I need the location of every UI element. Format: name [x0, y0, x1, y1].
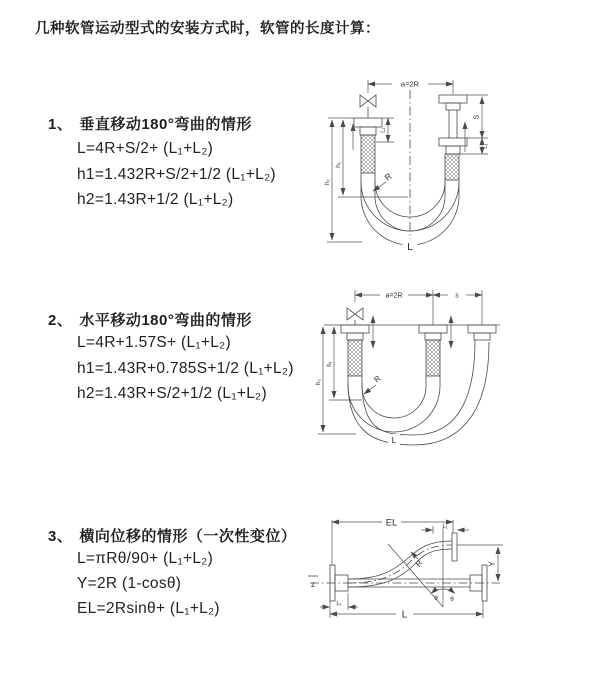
dim-label-l1-right: L₁	[483, 143, 489, 149]
section-1-formula-h2: h2=1.43R+1/2 (L₁+L₂)	[77, 191, 234, 208]
dim-fitting-top	[421, 524, 469, 534]
dim-label-el: EL	[385, 517, 398, 529]
dim-fitting-left	[376, 118, 394, 142]
dim-hose-length	[330, 601, 483, 621]
axis-mark	[308, 576, 318, 589]
dim-offset-y	[457, 545, 503, 581]
dim-label-h1: h₁	[327, 361, 333, 367]
dim-label-l1-top: L₁	[442, 524, 448, 530]
dim-bend-radius	[373, 171, 394, 191]
right-fitting-flange	[439, 95, 467, 180]
dim-label-l: L	[391, 435, 397, 445]
page-title: 几种软管运动型式的安装方式时，软管的长度计算：	[35, 21, 380, 37]
braided-hose-middle	[426, 340, 440, 376]
angle-label-1: θ	[434, 595, 438, 602]
section-3-heading	[48, 525, 296, 546]
braided-hose-right	[445, 154, 459, 180]
hose-u-bends	[348, 340, 489, 445]
section-1-formula-h1: h1=1.432R+S/2+1/2 (L₁+L₂)	[77, 166, 276, 183]
section-1-heading	[48, 113, 252, 134]
angle-label-2: θ	[450, 596, 454, 603]
dim-label-l: L	[407, 241, 413, 253]
braided-hose-left	[361, 135, 375, 173]
diagram-horizontal-bend	[310, 282, 600, 470]
dim-label-s: s	[455, 292, 459, 300]
dim-label-s: S	[473, 114, 481, 120]
dim-label-h1: h₁	[335, 162, 342, 168]
section-2-formula-h2: h2=1.43R+S/2+1/2 (L₁+L₂)	[77, 385, 267, 402]
dim-hose-length	[403, 239, 417, 253]
section-3-number: 3、	[48, 528, 73, 545]
left-fitting-flange	[341, 325, 369, 376]
dim-label-l1-left: L₁	[380, 127, 387, 133]
dim-label-a2r: a=2R	[400, 79, 420, 89]
middle-fitting-flange	[419, 325, 447, 376]
right-flange-displaced	[452, 533, 457, 561]
section-2-formula-h1: h1=1.43R+0.785S+1/2 (L₁+L₂)	[77, 360, 294, 377]
dim-label-l: L	[401, 609, 408, 621]
right-fitting-flange	[468, 325, 496, 340]
section-2-formula-l: L=4R+1.57S+ (L₁+L₂)	[77, 334, 231, 351]
dim-hose-length	[388, 434, 400, 445]
section-2-title: 水平移动180°弯曲的情形	[79, 312, 252, 329]
hose-s-curve	[348, 541, 452, 587]
dim-label-h2: h₂	[316, 379, 322, 385]
section-1-title: 垂直移动180°弯曲的情形	[79, 116, 252, 133]
braided-hose-left	[348, 340, 362, 376]
dim-top-width	[368, 80, 453, 95]
dim-label-r: R	[382, 170, 394, 183]
dim-label-r: R	[372, 373, 383, 385]
section-3-formula-l: L=πRθ/90+ (L₁+L₂)	[77, 550, 214, 567]
dim-fitting-left	[320, 593, 358, 610]
section-3-formula-y: Y=2R (1-cosθ)	[77, 575, 182, 592]
section-1-formula-l: L=4R+S/2+ (L₁+L₂)	[77, 140, 214, 157]
dim-label-a2r: a=2R	[385, 292, 403, 300]
dim-label-h2: h₂	[324, 178, 331, 186]
section-3-title: 横向位移的情形（一次性变位）	[79, 528, 297, 545]
valve-icon	[347, 308, 363, 325]
diagram-vertical-bend	[310, 70, 600, 260]
left-fitting-flange	[354, 118, 382, 173]
axis-mark-label: z	[311, 580, 315, 589]
dim-label-y: Y	[487, 561, 497, 567]
section-3-formula-el: EL=2Rsinθ+ (L₁+L₂)	[77, 600, 220, 617]
section-1-number: 1、	[48, 116, 73, 133]
dim-label-l1-left: L₁	[336, 601, 342, 607]
dim-bend-radius	[364, 374, 383, 394]
valve-icon	[360, 95, 376, 118]
dim-label-r: R	[413, 558, 425, 569]
diagram-lateral-displacement	[300, 508, 600, 643]
dim-stroke-s	[460, 95, 489, 154]
section-2-heading	[48, 309, 252, 330]
dim-top-width	[355, 290, 482, 325]
section-2-number: 2、	[48, 312, 73, 329]
dim-el	[332, 517, 453, 569]
